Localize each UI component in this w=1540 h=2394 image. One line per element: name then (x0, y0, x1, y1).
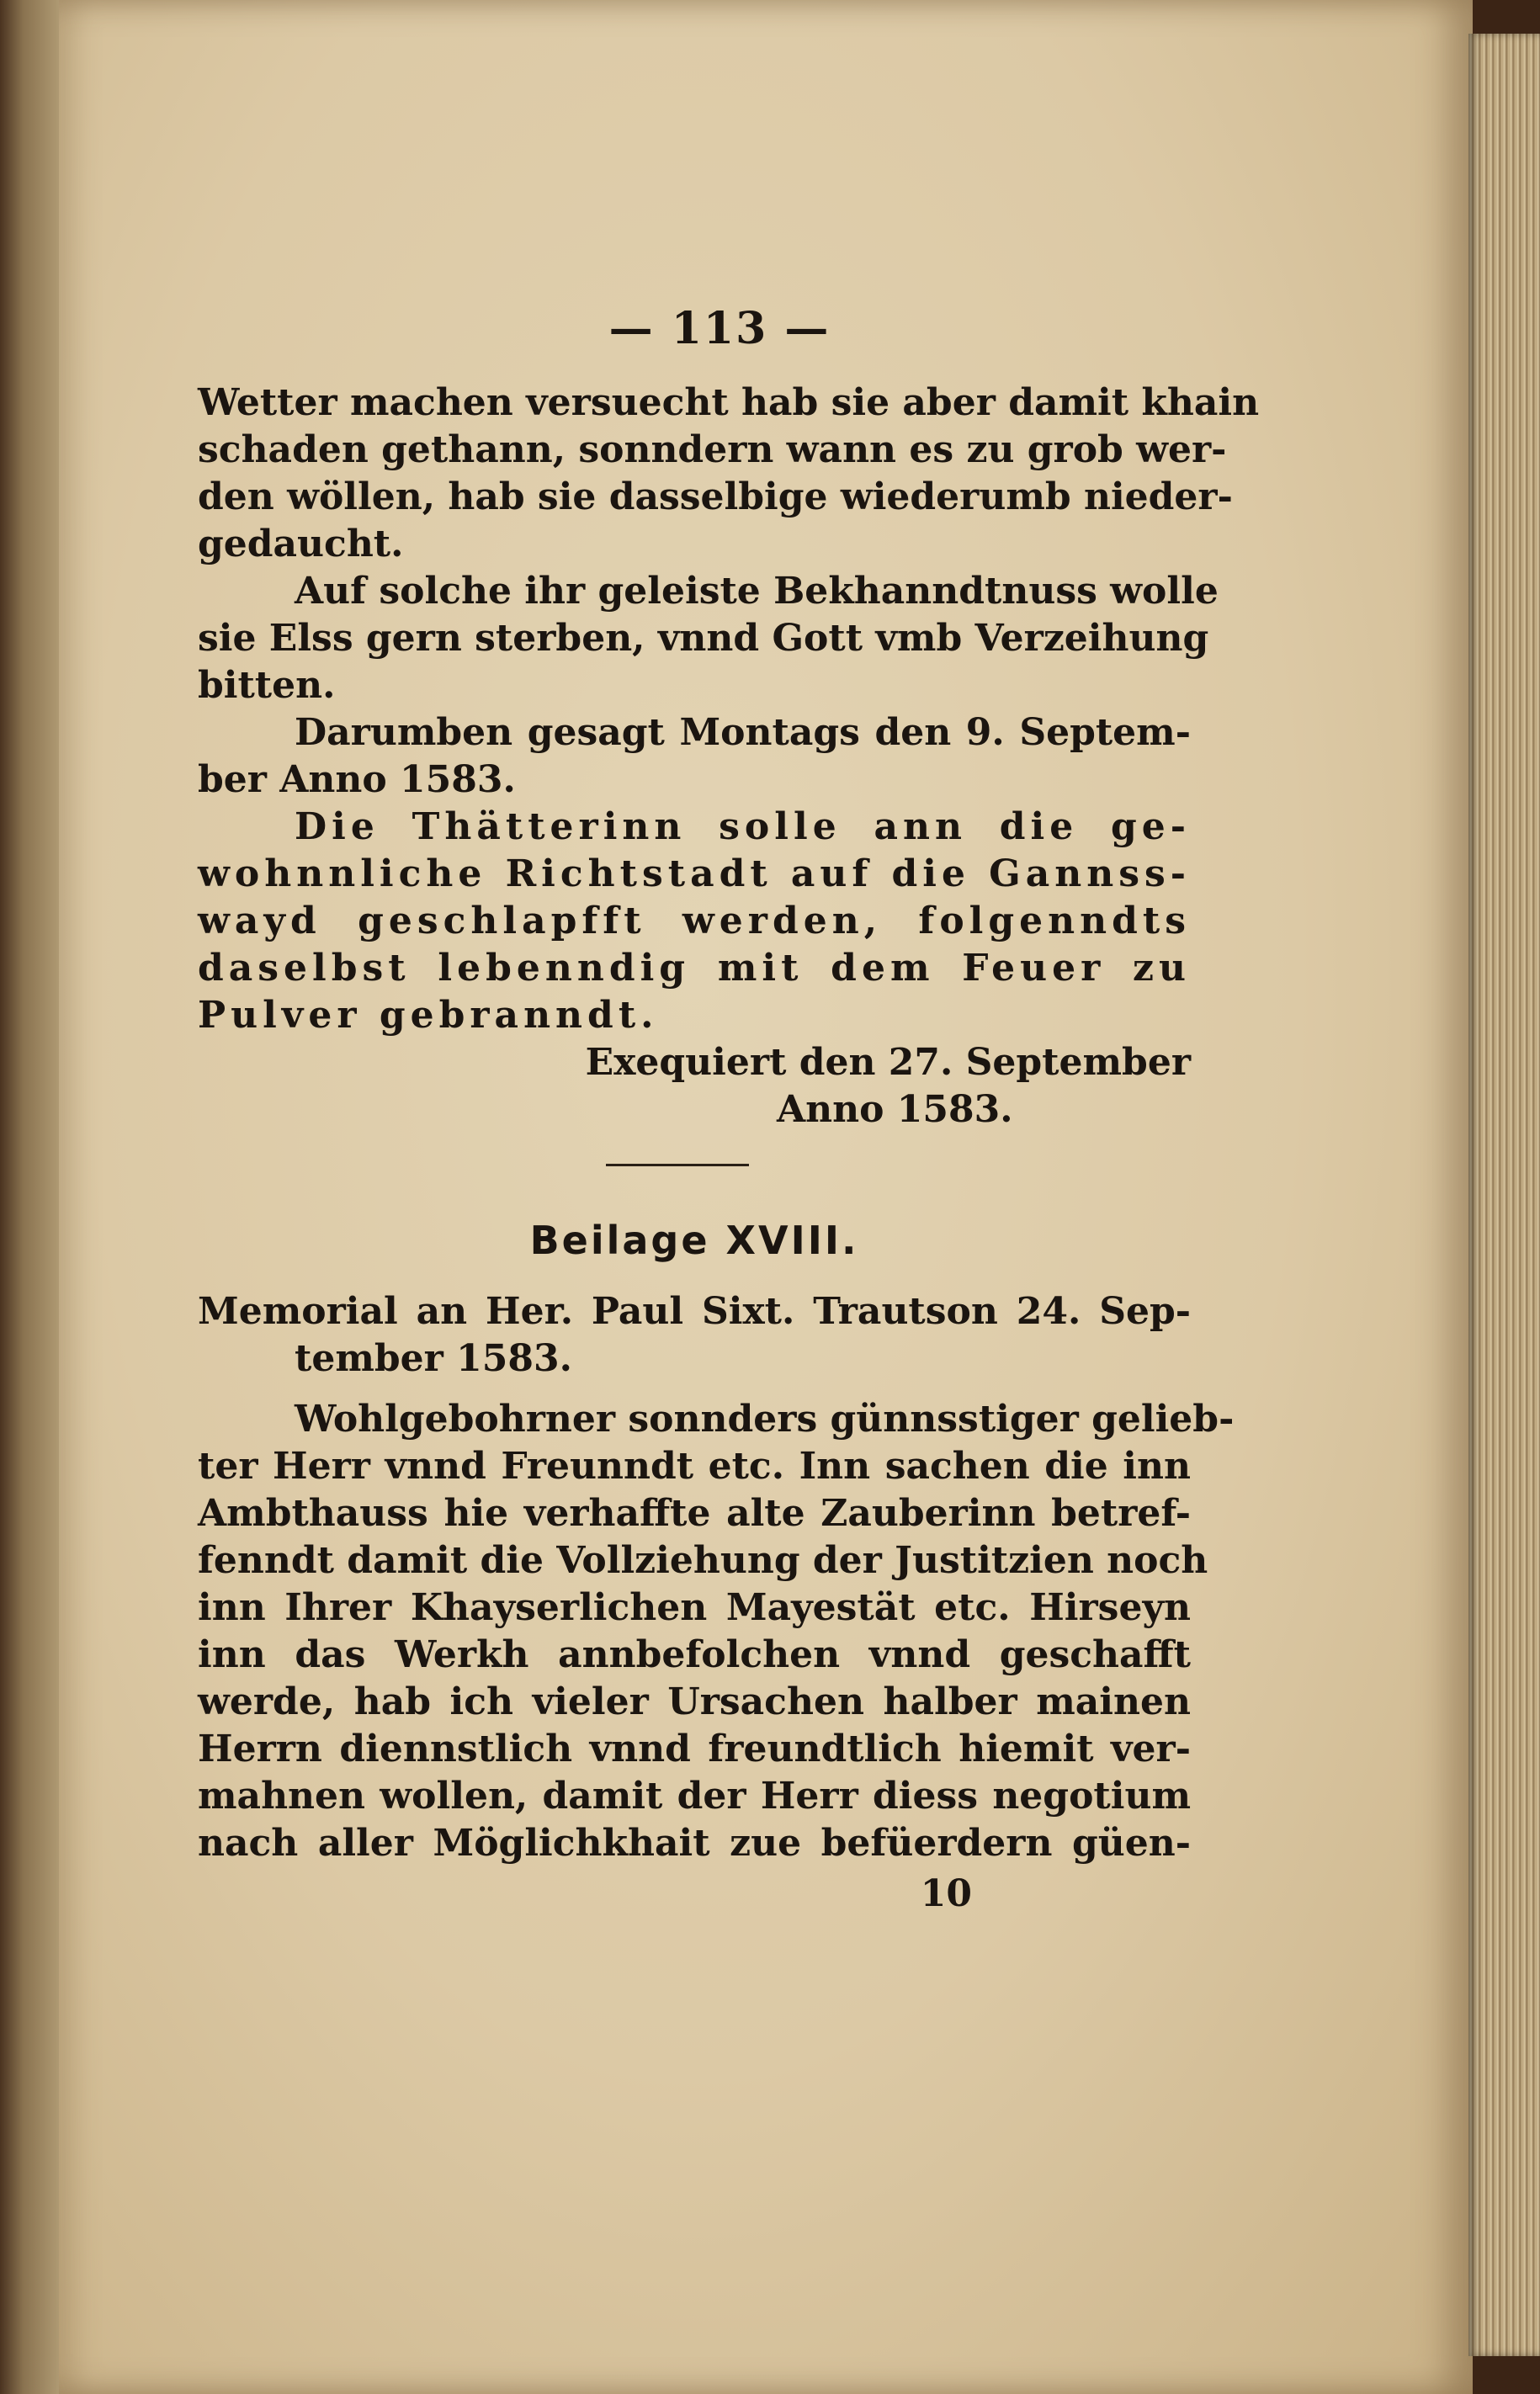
memorial-line-1: Memorial an Her. Paul Sixt. Trautson 24. Sep- (198, 1290, 1191, 1333)
text-line: ter Herr vnnd Freunndt etc. Inn sachen die inn (198, 1445, 1191, 1488)
page-text (198, 303, 1260, 1918)
text-line: nach aller Möglichkhait zue befüerdern güen- (198, 1822, 1191, 1865)
page-stack-edge (1468, 34, 1540, 2356)
divider-wrap (198, 1133, 1191, 1192)
text-line: Wohlgebohrner sonnders günnsstiger gelieb- (295, 1398, 1235, 1441)
signature-mark: 10 (920, 1872, 972, 1915)
section-divider (606, 1164, 749, 1166)
memorial-line-2: tember 1583. (295, 1337, 572, 1380)
text-line: wohnnliche Richtstadt auf die Gannss- (198, 852, 1191, 895)
text-line: Darumben gesagt Montags den 9. Septem- (295, 711, 1191, 754)
executed-line-1: Exequiert den 27. September (585, 1041, 1191, 1084)
text-line: bitten. (198, 664, 336, 707)
text-line: den wöllen, hab sie dasselbige wiederumb nieder- (198, 475, 1233, 518)
text-line: Die Thätterinn solle ann die ge- (295, 805, 1191, 848)
text-line: Pulver gebranndt. (198, 994, 659, 1037)
left-page-edge (0, 0, 67, 2394)
page-number: — 113 — (608, 303, 831, 354)
text-line: gedaucht. (198, 523, 404, 565)
text-line: sie Elss gern sterben, vnnd Gott vmb Verzeihung (198, 617, 1209, 660)
section-heading: Beilage XVIII. (529, 1218, 859, 1263)
text-line: fenndt damit die Vollziehung der Justitzien noch (198, 1539, 1208, 1582)
text-line: werde, hab ich vieler Ursachen halber mainen (198, 1680, 1191, 1723)
text-line: schaden gethann, sonndern wann es zu grob wer- (198, 428, 1227, 471)
text-line: Herrn diennstlich vnnd freundtlich hiemit ver- (198, 1728, 1191, 1770)
letter-paragraph (198, 1396, 1235, 1867)
text-line: Auf solche ihr geleiste Bekhanndtnuss wolle (295, 570, 1219, 613)
text-line: Ambthauss hie verhaffte alte Zauberinn betref- (198, 1492, 1191, 1535)
text-line: mahnen wollen, damit der Herr diess negotium (198, 1775, 1191, 1818)
top-paragraphs (198, 380, 1260, 1039)
executed-line-2: Anno 1583. (777, 1088, 1013, 1131)
text-line: Wetter machen versuecht hab sie aber damit khain (198, 381, 1260, 424)
text-line: wayd geschlapfft werden, folgenndts (198, 900, 1191, 942)
text-line: daselbst lebenndig mit dem Feuer zu (198, 947, 1191, 990)
text-line: inn Ihrer Khayserlichen Mayestät etc. Hirseyn (198, 1586, 1191, 1629)
text-line: ber Anno 1583. (198, 758, 516, 801)
text-line: inn das Werkh annbefolchen vnnd geschafft (198, 1633, 1191, 1676)
